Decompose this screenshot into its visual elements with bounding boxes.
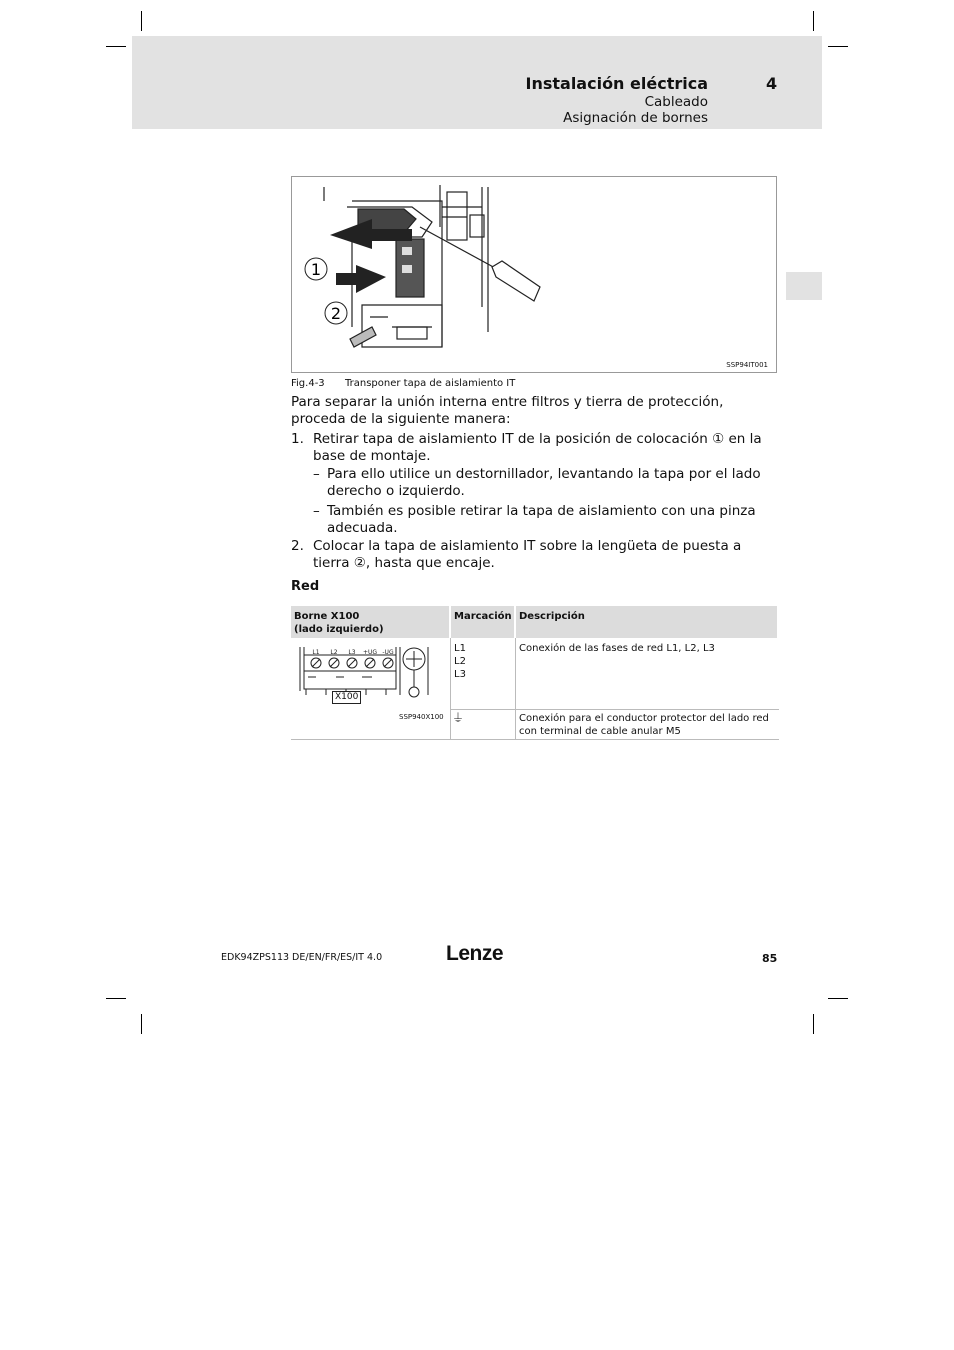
step-text: Retirar tapa de aislamiento IT de la posición de colocación ① en la base de montaje. <box>313 431 762 464</box>
header-band <box>132 36 822 129</box>
chapter-side-tab <box>786 272 822 300</box>
crop-mark <box>141 1014 142 1034</box>
description-cell: Conexión para el conductor protector del lado red con terminal de cable anular M5 <box>519 713 769 737</box>
step-text: Colocar la tapa de aislamiento IT sobre la lengüeta de puesta a tierra ②, hasta que encaje. <box>313 538 742 571</box>
figure-code: SSP94IT001 <box>726 361 768 369</box>
terminal-x100-drawing <box>296 645 436 707</box>
pin-label: L3 <box>348 649 356 656</box>
figure-caption-label: Fig.4-3 <box>291 378 325 389</box>
pin-label: L1 <box>312 649 320 656</box>
header-subtitle-2: Asignación de bornes <box>563 110 708 126</box>
table-divider <box>450 638 451 740</box>
crop-mark <box>828 46 848 47</box>
table-divider <box>515 638 516 740</box>
step-number: 2. <box>291 538 304 554</box>
callout-1: 1 <box>310 260 322 279</box>
description-cell: Conexión de las fases de red L1, L2, L3 <box>519 643 715 654</box>
crop-mark <box>813 1014 814 1034</box>
crop-mark <box>106 46 126 47</box>
table-header-terminal: Borne X100 (lado izquierdo) <box>291 606 449 638</box>
step-number: 1. <box>291 431 304 447</box>
chapter-title: Instalación eléctrica <box>525 74 708 93</box>
page-number: 85 <box>762 952 778 965</box>
figure-caption-text: Transponer tapa de aislamiento IT <box>345 378 516 389</box>
crop-mark <box>106 998 126 999</box>
pin-label: -UG <box>382 649 394 656</box>
figure-illustration <box>292 177 776 372</box>
table-bottom-rule <box>291 739 779 740</box>
lenze-logo: Lenze <box>446 942 504 965</box>
pin-label: L2 <box>330 649 338 656</box>
header-subtitle-1: Cableado <box>644 94 708 110</box>
section-title: Red <box>291 579 320 594</box>
crop-mark <box>828 998 848 999</box>
table-header-description: Descripción <box>516 606 777 638</box>
terminal-x100-image <box>296 645 436 707</box>
intro-paragraph: Para separar la unión interna entre filtros y tierra de protección, proceda de la siguiente manera: <box>291 394 724 427</box>
terminal-label: X100 <box>332 691 361 704</box>
pin-label: +UG <box>362 649 378 656</box>
table-divider <box>451 709 779 710</box>
crop-mark <box>813 11 814 31</box>
chapter-number: 4 <box>766 74 778 93</box>
table-header-marking: Marcación <box>451 606 514 638</box>
figure-it-cap <box>291 176 777 373</box>
subitem-dash: – <box>313 503 320 519</box>
subitem-text: También es posible retirar la tapa de aislamiento con una pinza adecuada. <box>327 503 756 536</box>
marking-cell: L1 L2 L3 <box>454 643 466 680</box>
ground-symbol-icon: ⏚ <box>452 711 465 725</box>
terminal-image-code: SSP940X100 <box>399 713 444 721</box>
subitem-text: Para ello utilice un destornillador, levantando la tapa por el lado derecho o izquierdo. <box>327 466 761 499</box>
callout-2: 2 <box>330 304 342 323</box>
crop-mark <box>141 11 142 31</box>
footer-doc-id: EDK94ZPS113 DE/EN/FR/ES/IT 4.0 <box>221 952 383 963</box>
subitem-dash: – <box>313 466 320 482</box>
